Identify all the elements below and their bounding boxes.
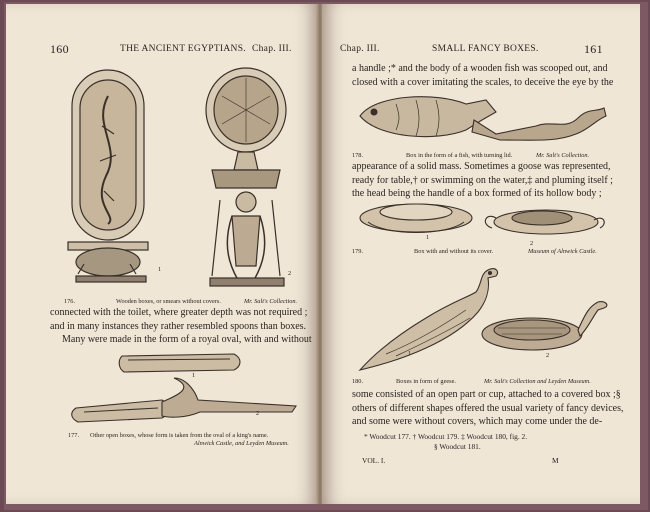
text-line: others of different shapes offered the usual variety of fancy devices,	[352, 402, 624, 414]
running-title: SMALL FANCY BOXES.	[432, 44, 539, 54]
figure-177-illustration	[66, 348, 306, 424]
figure-176-number: 176.	[64, 298, 76, 305]
figure-178-credit: Mr. Salt's Collection.	[536, 152, 590, 159]
left-page	[6, 4, 318, 504]
text-line: appearance of a solid mass. Sometimes a goose was represented,	[352, 161, 611, 172]
chapter-label: Chap. III.	[252, 44, 292, 54]
text-line: and some were without covers, which may come under the de-	[352, 416, 603, 427]
footnotes-line-1: * Woodcut 177. † Woodcut 179. ‡ Woodcut 180, fig. 2.	[364, 432, 528, 441]
figure-180-credit: Mr. Salt's Collection and Leyden Museum.	[484, 378, 591, 385]
figure-180-illustration	[356, 262, 614, 374]
page-number: 160	[50, 42, 69, 56]
figure-176-caption: Wooden boxes, or smears without covers.	[116, 298, 221, 305]
text-line: some consisted of an open part or cup, attached to a covered box ;§	[352, 389, 621, 400]
figure-180-number: 180.	[352, 378, 364, 385]
figure-178-number: 178.	[352, 152, 364, 159]
text-line: a handle ;* and the body of a wooden fish was scooped out, and	[352, 63, 608, 74]
volume-signature: VOL. I.	[362, 456, 386, 465]
figure-180-label-1: 1	[408, 350, 412, 357]
right-page	[322, 4, 640, 504]
chapter-label: Chap. III.	[340, 44, 380, 54]
figure-180-caption: Boxes in form of geese.	[396, 378, 456, 385]
figure-179-number: 179.	[352, 248, 364, 255]
figure-180-label-2: 2	[546, 352, 550, 359]
gathering-signature: M	[552, 456, 559, 465]
right-top-text	[352, 62, 613, 89]
running-title: THE ANCIENT EGYPTIANS.	[120, 44, 246, 54]
figure-176-illustration	[62, 66, 298, 298]
text-line: and in many instances they rather resembled spoons than boxes.	[50, 320, 307, 332]
text-line: Many were made in the form of a royal oval, with and without	[62, 334, 312, 345]
figure-179-label-1: 1	[426, 234, 430, 241]
figure-177-label-2: 2	[256, 410, 260, 417]
figure-179-illustration	[356, 200, 612, 244]
figure-177-credit: Alnwick Castle, and Leyden Museum.	[194, 440, 289, 447]
figure-177-caption: Other open boxes, whose form is taken from the oval of a king's name.	[90, 432, 269, 439]
figure-177-number: 177.	[68, 432, 80, 439]
footnotes-line-2: § Woodcut 181.	[434, 442, 481, 451]
figure-179-credit: Museum of Alnwick Castle.	[528, 248, 597, 255]
figure-176-label-1: 1	[158, 266, 162, 273]
figure-176-label-2: 2	[288, 270, 292, 277]
figure-179-label-2: 2	[530, 240, 534, 247]
right-middle-text	[352, 160, 613, 201]
figure-178-caption: Box in the form of a fish, with turning lid.	[406, 152, 513, 159]
figure-178-illustration	[356, 90, 612, 146]
figure-177-label-1: 1	[192, 372, 196, 379]
right-bottom-text	[352, 388, 623, 429]
figure-176-credit: Mr. Salt's Collection.	[244, 298, 298, 305]
text-line: connected with the toilet, where greater depth was not required ;	[50, 307, 308, 318]
left-body-text	[50, 306, 312, 347]
text-line: ready for table,† or swimming on the water,‡ and pluming itself ;	[352, 174, 613, 186]
text-line: closed with a cover imitating the scales, to deceive the eye by the	[352, 76, 614, 88]
page-number: 161	[584, 42, 603, 56]
text-line: the head being the handle of a box formed of its hollow body ;	[352, 188, 602, 199]
figure-179-caption: Box with and without its cover.	[414, 248, 494, 255]
